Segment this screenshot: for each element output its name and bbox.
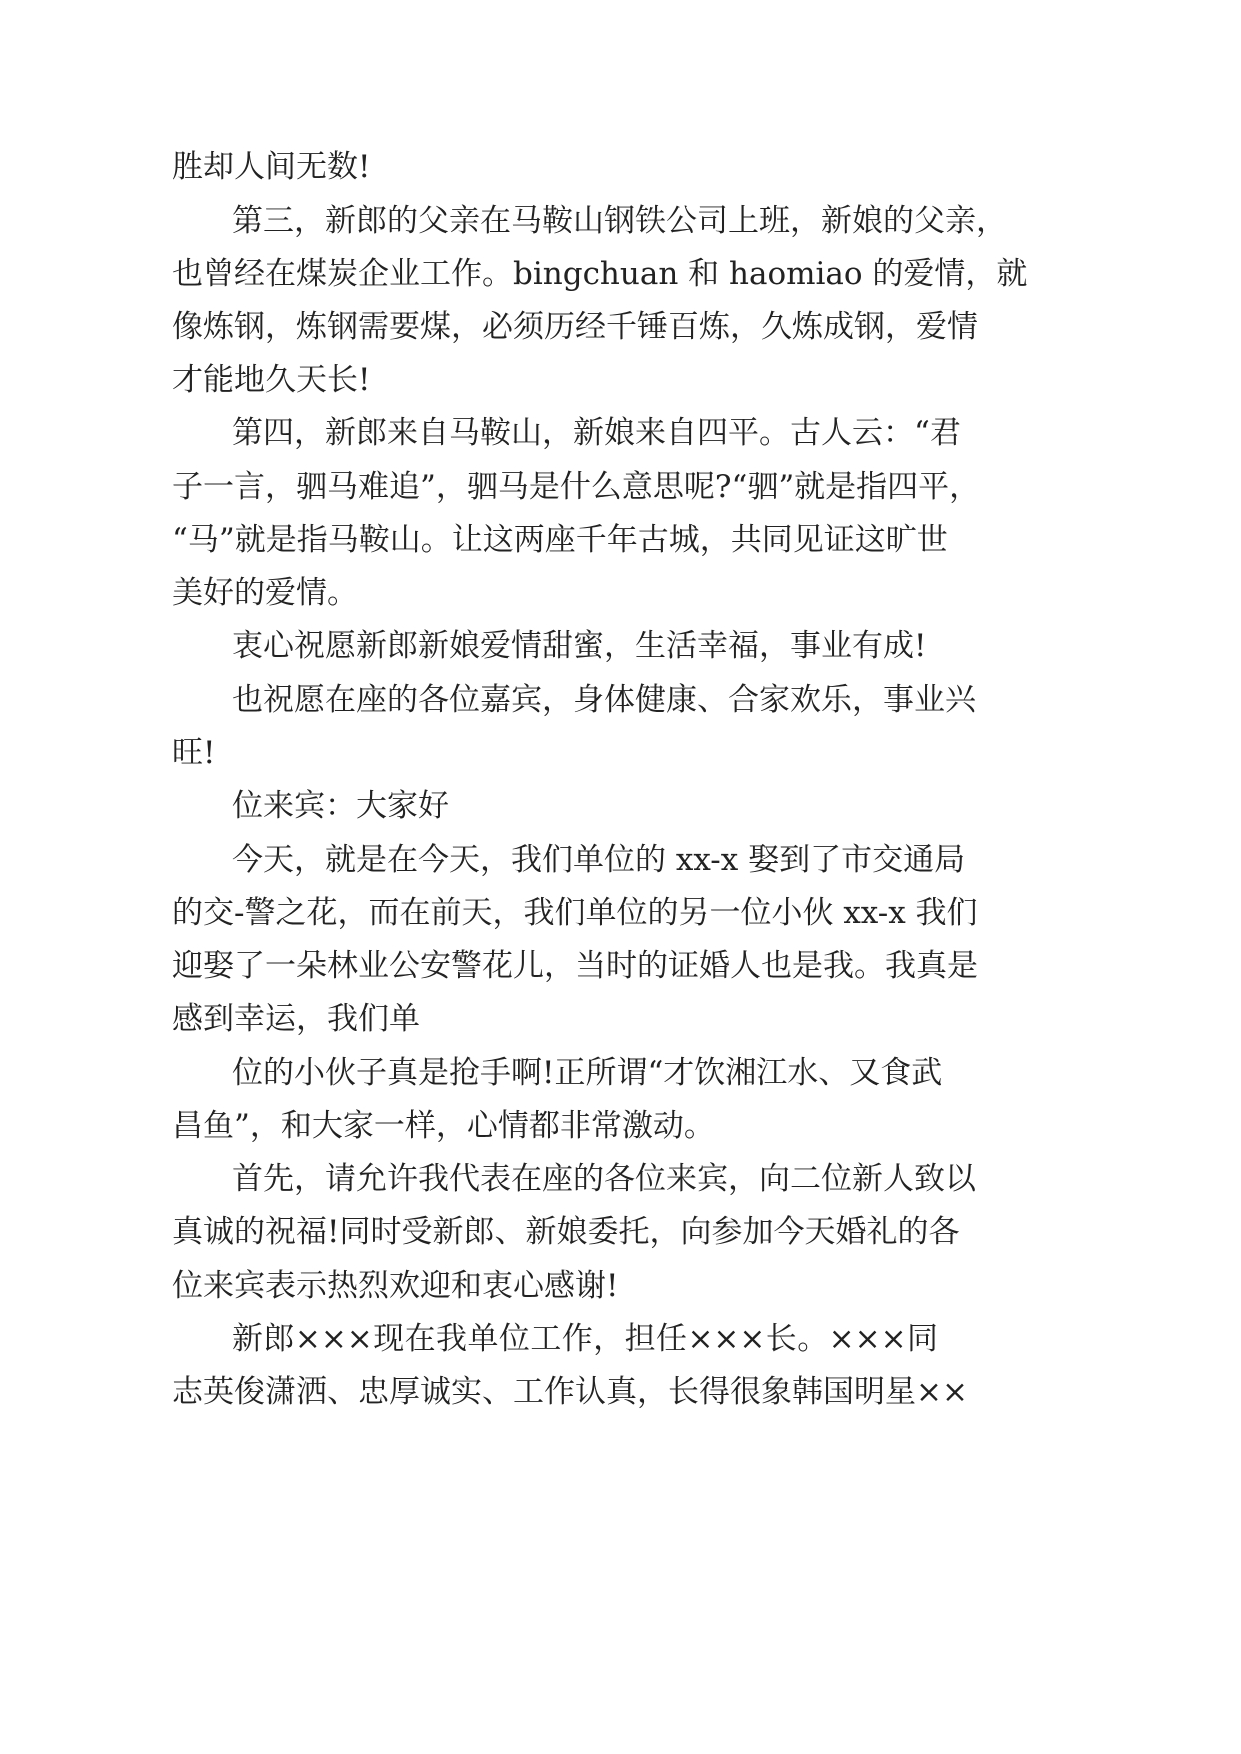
text-line: 也祝愿在座的各位嘉宾，身体健康、合家欢乐，事业兴 (232, 682, 976, 718)
text-line: 的交-警之花，而在前天，我们单位的另一位小伙 xx-x 我们 (172, 895, 978, 931)
text-line: 今天，就是在今天，我们单位的 xx-x 娶到了市交通局 (232, 842, 966, 878)
text-line: 昌鱼”，和大家一样，心情都非常激动。 (172, 1108, 715, 1144)
text-line: 新郎×××现在我单位工作，担任×××长。×××同 (232, 1321, 938, 1357)
text-line: 首先，请允许我代表在座的各位来宾，向二位新人致以 (232, 1161, 976, 1197)
text-line: 旺! (172, 735, 216, 771)
text-line: 第四，新郎来自马鞍山，新娘来自四平。古人云：“君 (232, 415, 961, 451)
text-line: “马”就是指马鞍山。让这两座千年古城，共同见证这旷世 (172, 522, 948, 558)
text-line: 真诚的祝福!同时受新郎、新娘委托，向参加今天婚礼的各 (172, 1214, 960, 1250)
text-line: 子一言，驷马难追”，驷马是什么意思呢?“驷”就是指四平， (172, 469, 981, 505)
text-line: 也曾经在煤炭企业工作。bingchuan 和 haomiao 的爱情，就 (172, 256, 1028, 292)
text-line: 位来宾：大家好 (232, 788, 449, 824)
text-line: 迎娶了一朵林业公安警花儿，当时的证婚人也是我。我真是 (172, 948, 978, 984)
text-line: 胜却人间无数! (172, 149, 371, 185)
text-line: 位来宾表示热烈欢迎和衷心感谢! (172, 1268, 619, 1304)
text-line: 像炼钢，炼钢需要煤，必须历经千锤百炼，久炼成钢，爱情 (172, 309, 978, 345)
text-line: 第三，新郎的父亲在马鞍山钢铁公司上班，新娘的父亲， (232, 203, 1007, 239)
text-line: 美好的爱情。 (172, 575, 358, 611)
text-line: 才能地久天长! (172, 362, 371, 398)
text-line: 志英俊潇洒、忠厚诚实、工作认真，长得很象韩国明星×× (172, 1374, 968, 1410)
text-line: 衷心祝愿新郎新娘爱情甜蜜，生活幸福，事业有成! (232, 628, 927, 664)
text-line: 感到幸运，我们单 (172, 1001, 420, 1037)
text-line: 位的小伙子真是抢手啊!正所谓“才饮湘江水、又食武 (232, 1055, 943, 1091)
